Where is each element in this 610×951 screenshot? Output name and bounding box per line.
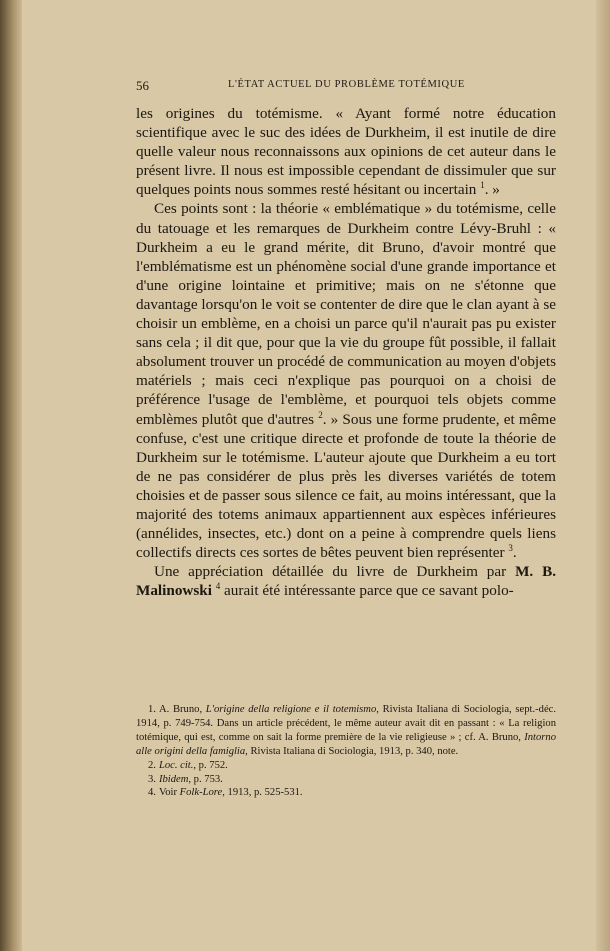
footnote-ref-2: 2	[318, 409, 323, 420]
running-head: L'ÉTAT ACTUEL DU PROBLÈME TOTÉMIQUE	[228, 79, 465, 90]
paragraph-3: Une appréciation détaillée du livre de Durkheim par M. B. Malinowski $^4$ aurait été intéressante parce que ce savant polo-	[136, 563, 557, 600]
footnote-3: 3. Ibidem, p. 753.	[148, 773, 223, 785]
footnote-ref-1: 1	[480, 180, 485, 191]
paragraph-2: Ces points sont : la théorie « emblématique » du totémisme, celle du tatouage et les remarques de Durkheim contre Lévy-Bruhl : « Durkheim a eu le grand mérite, dit Bruno, d'avoir montré que l'emblématisme est un phénomène social d'une grande importance et d'une origine lointaine et primitive; mais on ne s'étonne que davantage lorsqu'on le voit se contenter de dire que le clan ayant à se choisir un emblème, en a choisi un parce qu'il n'aurait pas pu exister sans cela ; il dit que, pour que la vie du groupe fût possible, il fallait absolument trouver un procédé de communication au moyen d'objets matériels ; mais ceci n'explique pas pourquoi on a choisi de préférence l'usage de l'emblème, et pourquoi tels objets comme emblèmes plutôt que d'autres $^2$. » Sous une forme prudente, et même confuse, c'est une critique directe et profonde de toute la théorie de Durkheim sur le totémisme. L'auteur ajoute que Durkheim a eu tort de ne pas considérer de plus près les diverses variétés de totem choisies et de passer sous silence ce fait, au moins intéressant, que la majorité des totems animaux appartiennent aux espèces inférieures (annélides, insectes, etc.) dont on a peine à comprendre quels liens collectifs directs ces sortes de bêtes peuvent bien représenter $^3$.	[136, 200, 556, 562]
page-number: 56	[136, 78, 149, 93]
footnote-ref-4: 4	[215, 581, 221, 592]
body-text	[136, 104, 556, 600]
page-edge	[596, 0, 610, 951]
footnote-2: 2. Loc. cit., p. 752.	[148, 759, 228, 771]
footnote-4: 4. Voir Folk-Lore, 1913, p. 525-531.	[148, 787, 303, 799]
book-binding-shadow	[0, 0, 22, 951]
footnotes	[136, 703, 556, 800]
paragraph-1: les origines du totémisme. « Ayant formé notre éducation scientifique avec le suc des idées de Durkheim, il est inutile de dire quelle valeur nous reconnaissons aux opinions de cet auteur dans le présent livre. Il nous est impossible cependant de dissimuler que sur quelques points nous sommes resté hésitant ou incertain $^1$. »	[136, 105, 556, 199]
author-name: M. B. Malinowski	[136, 563, 557, 600]
footnote-1: 1. A. Bruno, L'origine della religione e il totemismo, Rivista Italiana di Sociologia, sept.-déc. 1914, p. 749-754. Dans un article précédent, le même auteur avait dit en passant : « La religion totémique, qui est, comme on sait la forme première de la vie religieuse » ; cf. A. Bruno, Intorno alle origini della famiglia, Rivista Italiana di Sociologia, 1913, p. 340, note.	[136, 704, 556, 757]
footnote-ref-3: 3	[508, 543, 513, 554]
